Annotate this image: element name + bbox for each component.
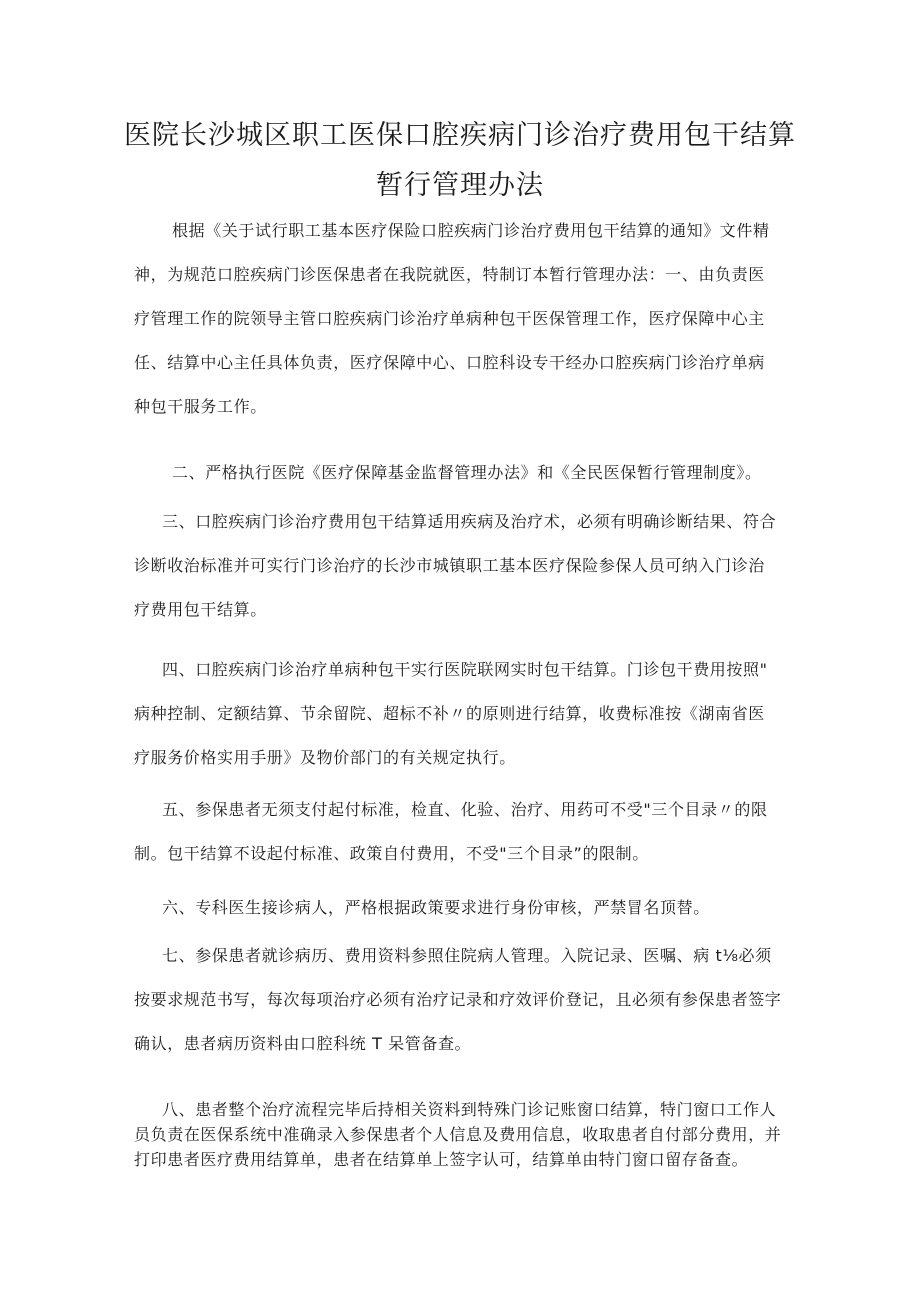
- paragraph-line: 任、结算中心主任具体负责，医疗保障中心、口腔科设专干经办口腔疾病门诊治疗单病: [134, 353, 765, 372]
- paragraph-line: 二、严格执行医院《医疗保障基金监督管理办法》和《全民医保暂行管理制度》。: [172, 463, 762, 482]
- paragraph-item-3: [134, 500, 798, 632]
- paragraph-intro: [134, 209, 798, 429]
- paragraph-line: 疗管理工作的院领导主管口腔疾病门诊治疗单病种包干医保管理工作，医疗保障中心主: [134, 309, 765, 328]
- document-title-line-1: 医院长沙城区职工医保口腔疾病门诊治疗费用包干结算: [124, 120, 796, 151]
- paragraph-item-8: [134, 1097, 798, 1172]
- paragraph-line: 确认，患者病历资料由口腔科统 T 呆管备查。: [134, 1034, 472, 1053]
- document-title-line-2: 暂行管理办法: [376, 170, 544, 201]
- paragraph-item-2: [134, 451, 798, 495]
- paragraph-line: 六、专科医生接诊病人，严格根据政策要求进行身份审核，严禁冒名顶替。: [162, 898, 710, 917]
- paragraph-line: 七、参保患者就诊病历、费用资料参照住院病人管理。入院记录、医嘱、病 t⅛必须: [162, 946, 772, 965]
- paragraph-line: 诊断收治标准并可实行门诊治疗的长沙市城镇职工基本医疗保险参保人员可纳入门诊治: [134, 556, 765, 575]
- paragraph-item-4: [134, 648, 798, 780]
- paragraph-line: 员负责在医保系统中准确录入参保患者个人信息及费用信息，收取患者自付部分费用，并: [134, 1125, 782, 1144]
- paragraph-line: 疗费用包干结算。: [134, 600, 267, 619]
- paragraph-line: 五、参保患者无须支付起付标准，检直、化验、治疗、用药可不受"三个目录〃的限: [162, 800, 768, 819]
- paragraph-line: 病种控制、定额结算、节余留院、超标不补〃的原则进行结算，收费标准按《湖南省医: [134, 704, 765, 723]
- paragraph-item-7: [134, 934, 798, 1066]
- paragraph-line: 三、口腔疾病门诊治疗费用包干结算适用疾病及治疗术，必须有明确诊断结果、符合: [162, 512, 777, 531]
- paragraph-line: 疗服务价格实用手册》及物价部门的有关规定执行。: [134, 748, 516, 767]
- paragraph-line: 按要求规范书写，每次每项治疗必须有治疗记录和疗效评价登记，且必须有参保患者签字: [134, 990, 782, 1009]
- paragraph-item-6: [134, 886, 798, 930]
- paragraph-line: 根据《关于试行职工基本医疗保险口腔疾病门诊治疗费用包干结算的通知》文件精: [172, 221, 770, 240]
- paragraph-line: 制。包干结算不设起付标准、政策自付费用，不受"三个目录”的限制。: [134, 844, 649, 863]
- paragraph-line: 神，为规范口腔疾病门诊医保患者在我院就医，特制订本暂行管理办法：一、由负责医: [134, 265, 765, 284]
- paragraph-line: 打印患者医疗费用结算单，患者在结算单上签字认可，结算单由特门窗口留存备查。: [134, 1150, 749, 1169]
- paragraph-item-5: [134, 788, 798, 876]
- paragraph-line: 八、患者整个治疗流程完毕后持相关资料到特殊门诊记账窗口结算，特门窗口工作人: [162, 1100, 777, 1119]
- paragraph-line: 四、口腔疾病门诊治疗单病种包干实行医院联网实时包干结算。门诊包干费用按照": [162, 660, 768, 679]
- paragraph-line: 种包干服务工作。: [134, 397, 267, 416]
